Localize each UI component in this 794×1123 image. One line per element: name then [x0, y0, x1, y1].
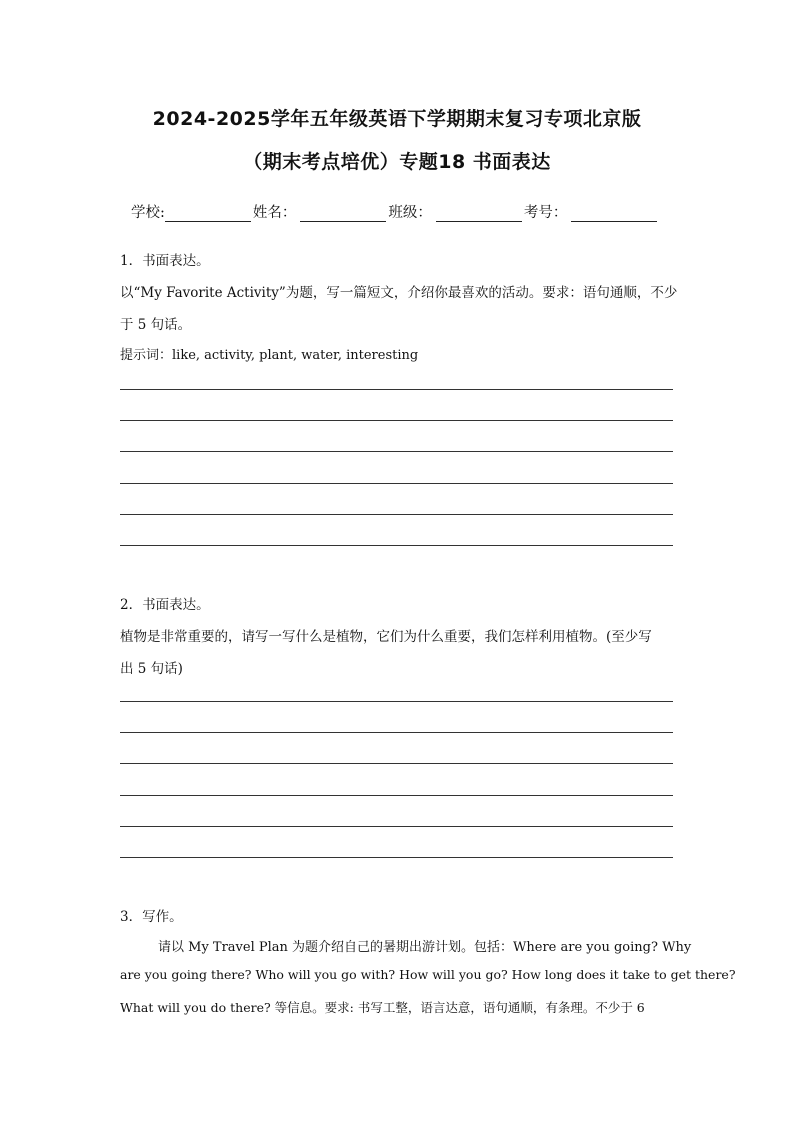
answer-line[interactable]	[120, 483, 673, 484]
question-3-prompt-line3: What will you do there? 等信息。要求: 书写工整，语言达意，语句通顺，有条理。不少于 6	[120, 1000, 645, 1015]
answer-line[interactable]	[120, 732, 673, 733]
school-field[interactable]	[165, 205, 251, 222]
exam-number-label: 考号：	[523, 205, 568, 221]
answer-line[interactable]	[120, 451, 673, 452]
question-3-prompt-line1: 请以 My Travel Plan 为题介绍自己的暑期出游计划。包括：Where are you going? Why	[158, 940, 692, 955]
class-field[interactable]	[436, 205, 522, 222]
name-field[interactable]	[300, 205, 386, 222]
answer-line[interactable]	[120, 795, 673, 796]
page-subtitle: （期末考点培优）专题18 书面表达	[243, 151, 551, 173]
school-label: 学校:	[131, 205, 165, 221]
class-label: 班级：	[388, 205, 432, 221]
question-1-number: 1．书面表达。	[120, 253, 210, 269]
question-2-prompt-line2: 出 5 句话)	[120, 661, 183, 677]
exam-number-field[interactable]	[571, 205, 657, 222]
student-info-row	[131, 201, 659, 222]
name-label: 姓名：	[252, 205, 297, 221]
answer-line[interactable]	[120, 420, 673, 421]
question-3-number: 3．写作。	[120, 909, 183, 925]
question-2-prompt-line1: 植物是非常重要的，请写一写什么是植物，它们为什么重要，我们怎样利用植物。(至少写	[120, 629, 652, 645]
answer-line[interactable]	[120, 763, 673, 764]
question-1-prompt-line1: 以“My Favorite Activity”为题，写一篇短文，介绍你最喜欢的活动。要求：语句通顺，不少	[120, 285, 678, 301]
question-2-number: 2．书面表达。	[120, 597, 210, 613]
answer-line[interactable]	[120, 701, 673, 702]
answer-line[interactable]	[120, 389, 673, 390]
answer-line[interactable]	[120, 545, 673, 546]
question-1-hint: 提示词：like, activity, plant, water, interesting	[120, 348, 419, 363]
answer-line[interactable]	[120, 826, 673, 827]
page-title: 2024-2025学年五年级英语下学期期末复习专项北京版	[152, 108, 642, 130]
answer-line[interactable]	[120, 857, 673, 858]
answer-line[interactable]	[120, 514, 673, 515]
question-3-prompt-line2: are you going there? Who will you go with? How will you go? How long does it take to get there?	[120, 967, 736, 982]
question-1-prompt-line2: 于 5 句话。	[120, 317, 192, 333]
